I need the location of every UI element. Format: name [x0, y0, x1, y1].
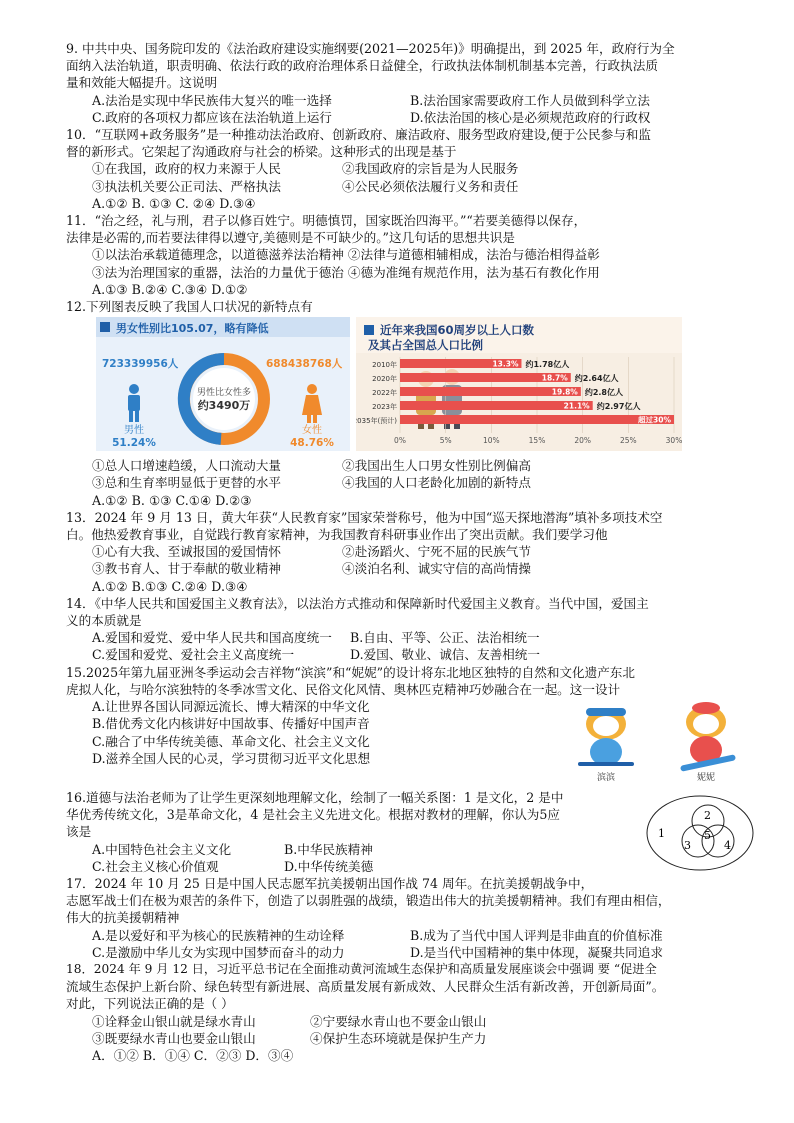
chart-bar-value-label: 19.8%: [551, 387, 578, 397]
answer-choices: A．①② B．①④ C．②③ D．③④: [92, 1047, 294, 1063]
option-d: D.依法治国的核心是必须规范政府的行政权: [410, 109, 651, 125]
question-18-stem-1: 18．2024 年 9 月 12 日，习近平总书记在全面推动黄河流域生态保护和高质量发展座谈会中强调 要 “促进全: [66, 961, 657, 976]
chart-bar-value-label: 18.7%: [541, 373, 568, 383]
binbin-mascot-icon: [578, 708, 634, 766]
option-b: B.成为了当代中国人评判是非曲直的价值标准: [410, 927, 663, 943]
chart-title-line-2: 及其占全国总人口比例: [368, 338, 483, 353]
option-c: C.爱国和爱党、爱社会主义高度统一: [92, 647, 295, 663]
statements-1-2: ①以法治承载道德理念，以道德滋养法治精神 ②法律与道德相辅相成，法治与德治相得益彰: [92, 247, 600, 263]
chart-category-label: 2035年(预计): [356, 417, 397, 426]
question-13-stem-2: 白。他热爱教育事业，自觉践行教育家精神，为我国教育科研事业作出了突出贡献。我们要学习他: [66, 527, 608, 543]
chart-bar-value-label: 超过30%: [638, 415, 671, 425]
question-18-stem-3: 对此，下列说法正确的是（ ）: [66, 996, 234, 1012]
exam-page: [66, 40, 770, 1064]
answer-choices: A.①③ B.②④ C.③④ D.①②: [92, 281, 248, 297]
gender-figure-title: 男女性别比105.07，略有降低: [116, 322, 269, 336]
question-17-stem-2: 志愿军战士们在极为艰苦的条件下，创造了以弱胜强的战绩，锻造出伟大的抗美援朝精神。我们有理由相信，: [66, 893, 671, 909]
option-a: A.爱国和爱党、爱中华人民共和国高度统一: [92, 630, 332, 646]
option-d: D.是当代中国精神的集中体现，凝聚共同追求: [410, 944, 663, 960]
statements-3-4: ③法为治理国家的重器，法治的力量优于德治 ④德为准绳有规范作用，法为基石有教化作用: [92, 264, 600, 280]
nini-mascot-icon: [680, 702, 736, 772]
option-a: A.让世界各国认同源远流长、博大精深的中华文化: [92, 699, 370, 715]
question-13: [66, 509, 770, 595]
chart-count-label: 约2.8亿人: [584, 388, 624, 398]
statement-2: ②赴汤蹈火、宁死不屈的民族气节: [342, 544, 531, 560]
venn-label-2: 2: [704, 808, 711, 822]
aging-population-chart: [356, 317, 682, 451]
question-15: [66, 664, 770, 782]
question-10: [66, 126, 770, 212]
question-17: [66, 875, 770, 961]
mascot-nini-name: 妮妮: [696, 772, 716, 782]
donut-center-line-2: 约3490万: [197, 399, 251, 413]
question-17-stem-3: 伟大的抗美援朝精神: [66, 910, 180, 926]
question-11-stem-1: 11．“治之经，礼与刑，君子以修百姓宁。明德慎罚，国家既治四海平。”“若要美德得以保存，: [66, 213, 587, 229]
chart-title-line-1: 近年来我国60周岁以上人口数: [380, 323, 535, 338]
mascots-illustration: [556, 698, 756, 782]
statement-1: ①诠释金山银山就是绿水青山: [92, 1013, 256, 1029]
statement-3: ③教书育人、甘于奉献的敬业精神: [92, 561, 281, 577]
question-11: [66, 212, 770, 298]
chart-count-label: 约2.97亿人: [596, 402, 641, 412]
chart-x-tick-label: 5%: [439, 436, 452, 446]
chart-count-label: 约1.78亿人: [525, 360, 570, 370]
chart-category-label: 2020年: [372, 375, 397, 384]
male-percent: 51.24%: [112, 437, 156, 450]
option-b: B.自由、平等、公正、法治相统一: [350, 630, 540, 646]
donut-center-line-1: 男性比女性多: [196, 388, 252, 399]
question-14-stem-2: 义的本质就是: [66, 613, 142, 629]
option-b: B.借优秀文化内核讲好中国故事、传播好中国声音: [92, 716, 370, 732]
chart-x-tick-label: 15%: [528, 436, 546, 446]
chart-bar-value-label: 21.1%: [563, 401, 590, 411]
answer-choices: A.①② B.①③ C.②④ D.③④: [92, 578, 248, 594]
question-9: [66, 40, 770, 126]
chart-x-tick-label: 10%: [482, 436, 500, 446]
statement-2: ②我国政府的宗旨是为人民服务: [342, 161, 519, 177]
chart-x-tick-label: 0%: [394, 436, 406, 446]
question-11-stem-2: 法律是必需的,而若要法律得以遵守,美德则是不可缺少的。”这几句话的思想共识是: [66, 230, 515, 246]
title-marker-icon: [100, 322, 110, 332]
option-c: C.政府的各项权力都应该在法治轨道上运行: [92, 109, 332, 125]
question-9-stem-3: 量和效能大幅提升。这说明: [66, 75, 218, 91]
option-b: B.法治国家需要政府工作人员做到科学立法: [410, 92, 650, 108]
question-9-stem-2: 面纳入法治轨道，职责明确、依法行政的政府治理体系日益健全，行政执法体制机制基本完善，行政执法质: [66, 58, 658, 74]
male-figure-icon: [128, 384, 140, 422]
statement-1: ①在我国，政府的权力来源于人民: [92, 161, 281, 177]
chart-x-tick-label: 30%: [665, 436, 682, 446]
question-10-stem-1: 10．“互联网+政务服务”是一种推动法治政府、创新政府、廉洁政府、服务型政府建设,便于公民参与和监: [66, 127, 651, 143]
option-d: D.中华传统美德: [284, 858, 374, 874]
statement-3: ③执法机关要公正司法、严格执法: [92, 178, 281, 194]
question-14-stem-1: 14．《中华人民共和国爱国主义教育法》，以法治方式推动和保障新时代爱国主义教育。当代中国，爱国主: [66, 595, 649, 611]
question-16: [66, 789, 770, 875]
chart-category-label: 2022年: [372, 389, 397, 398]
statement-4: ④公民必须依法履行义务和责任: [342, 178, 519, 194]
chart-title-marker-icon: [364, 325, 374, 335]
question-10-stem-2: 督的新形式。它架起了沟通政府与社会的桥梁。这种形式的出现是基于: [66, 144, 457, 160]
chart-category-label: 2023年: [372, 403, 397, 412]
question-12-stem: 12.下列图表反映了我国人口状况的新特点有: [66, 299, 313, 315]
statement-4: ④我国的人口老龄化加剧的新特点: [342, 475, 531, 491]
female-count: 688438768人: [266, 358, 343, 371]
gender-ratio-figure: [96, 317, 350, 451]
chart-category-label: 2010年: [372, 361, 397, 370]
answer-choices: A.①② B. ①③ C. ②④ D.③④: [92, 195, 256, 211]
question-9-stem-1: 9. 中共中央、国务院印发的《法治政府建设实施纲要(2021—2025年)》明确提出，到 2025 年，政府行为全: [66, 41, 675, 56]
venn-label-3: 3: [684, 838, 691, 852]
statement-4: ④保护生态环境就是保护生产力: [310, 1030, 487, 1046]
question-16-stem-2: 华优秀传统文化，3是革命文化，4 是社会主义先进文化。根据对教材的理解，你认为5应: [66, 807, 561, 823]
option-b: B.中华民族精神: [284, 841, 373, 857]
question-16-stem-3: 该是: [66, 824, 92, 840]
option-a: A.是以爱好和平为核心的民族精神的生动诠释: [92, 927, 345, 943]
male-label: 男性: [124, 425, 144, 437]
female-figure-icon: [302, 384, 322, 423]
option-c: C.是激励中华儿女为实现中国梦而奋斗的动力: [92, 944, 345, 960]
question-16-stem-1: 16.道德与法治老师为了让学生更深刻地理解文化，绘制了一幅关系图：1 是文化，2 是中: [66, 789, 564, 805]
question-18: [66, 961, 770, 1064]
mascot-binbin-name: 滨滨: [596, 772, 616, 782]
statement-3: ③既要绿水青山也要金山银山: [92, 1030, 256, 1046]
female-label: 女性: [302, 425, 322, 437]
venn-label-1: 1: [658, 826, 665, 840]
option-d: D.爱国、敬业、诚信、友善相统一: [350, 647, 540, 663]
statement-3: ③总和生育率明显低于更替的水平: [92, 475, 281, 491]
question-15-stem-2: 虎拟人化，与哈尔滨独特的冬季冰雪文化、民俗文化风情、奥林匹克精神巧妙融合在一起。这一设计: [66, 681, 621, 697]
chart-count-label: 约2.64亿人: [574, 374, 619, 384]
statement-2: ②我国出生人口男女性别比例偏高: [342, 458, 531, 474]
statement-2: ②宁要绿水青山也不要金山银山: [310, 1013, 487, 1029]
chart-x-tick-label: 25%: [619, 436, 637, 446]
female-percent: 48.76%: [290, 437, 334, 450]
option-a: A.法治是实现中华民族伟大复兴的唯一选择: [92, 92, 332, 108]
statement-1: ①总人口增速趋缓，人口流动大量: [92, 458, 281, 474]
option-c: C.社会主义核心价值观: [92, 858, 219, 874]
question-18-stem-2: 流域生态保护上新台阶、绿色转型有新进展、高质量发展有新成效、人民群众生活有新改善，开创新局面”。: [66, 979, 665, 995]
venn-label-4: 4: [724, 838, 731, 852]
culture-venn-diagram: [644, 793, 756, 873]
venn-label-5: 5: [704, 828, 711, 842]
option-c: C.融合了中华传统美德、革命文化、社会主义文化: [92, 733, 370, 749]
option-a: A.中国特色社会主义文化: [92, 841, 232, 857]
statement-4: ④淡泊名利、诚实守信的高尚情操: [342, 561, 531, 577]
chart-bar: [400, 415, 674, 424]
question-12: [66, 298, 770, 509]
chart-x-tick-label: 20%: [574, 436, 592, 446]
male-count: 723339956人: [102, 358, 179, 371]
statement-1: ①心有大我、至诚报国的爱国情怀: [92, 544, 281, 560]
option-d: D.滋养全国人民的心灵，学习贯彻习近平文化思想: [92, 750, 371, 766]
answer-choices: A.①② B. ①③ C.①④ D.②③: [92, 492, 252, 508]
question-15-stem-1: 15.2025年第九届亚洲冬季运动会吉祥物“滨滨”和“妮妮”的设计将东北地区独特的自然和文化遗产东北: [66, 664, 635, 680]
question-13-stem-1: 13．2024 年 9 月 13 日，黄大年获“人民教育家”国家荣誉称号，他为中国“巡天探地潜海”填补多项技术空: [66, 509, 663, 525]
question-14: [66, 595, 770, 664]
chart-bar-value-label: 13.3%: [492, 359, 519, 369]
question-17-stem-1: 17．2024 年 10 月 25 日是中国人民志愿军抗美援朝出国作战 74 周年。在抗美援朝战争中，: [66, 875, 594, 891]
